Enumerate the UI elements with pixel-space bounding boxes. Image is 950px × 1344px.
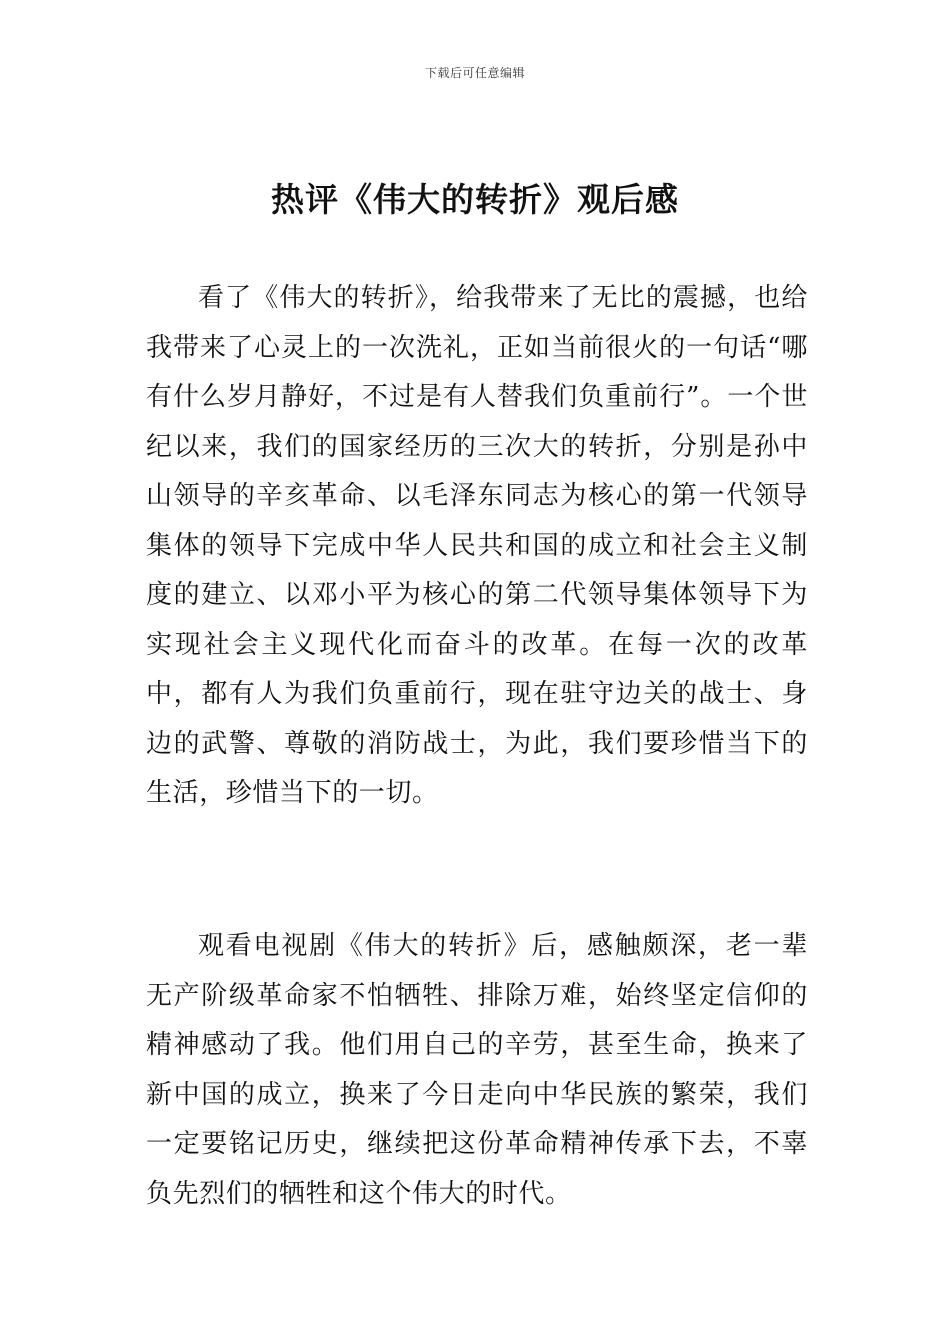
page-header-note: 下载后可任意编辑 xyxy=(424,66,525,80)
body-paragraph-1: 看了《伟大的转折》，给我带来了无比的震撼，也给我带来了心灵上的一次洗礼，正如当前很火的一句话“哪有什么岁月静好，不过是有人替我们负重前行”。一个世纪以来，我们的国家经历的三次大的转折，分别是孙中山领导的辛亥革命、以毛泽东同志为核心的第一代领导集体的领导下完成中华人民共和国的成立和社会主义制度的建立、以邓小平为核心的第二代领导集体领导下为实现社会主义现代化而奋斗的改革。在每一次的改革中，都有人为我们负重前行，现在驻守边关的战士、身边的武警、尊敬的消防战士，为此，我们要珍惜当下的生活，珍惜当下的一切。 xyxy=(146,283,808,808)
body-paragraph-2: 观看电视剧《伟大的转折》后，感触颇深，老一辈无产阶级革命家不怕牺牲、排除万难，始终坚定信仰的精神感动了我。他们用自己的辛劳，甚至生命，换来了新中国的成立，换来了今日走向中华民族的繁荣，我们一定要铭记历史，继续把这份革命精神传承下去，不辜负先烈们的牺牲和这个伟大的时代。 xyxy=(146,931,808,1209)
document-title: 热评《伟大的转折》观后感 xyxy=(271,180,679,219)
